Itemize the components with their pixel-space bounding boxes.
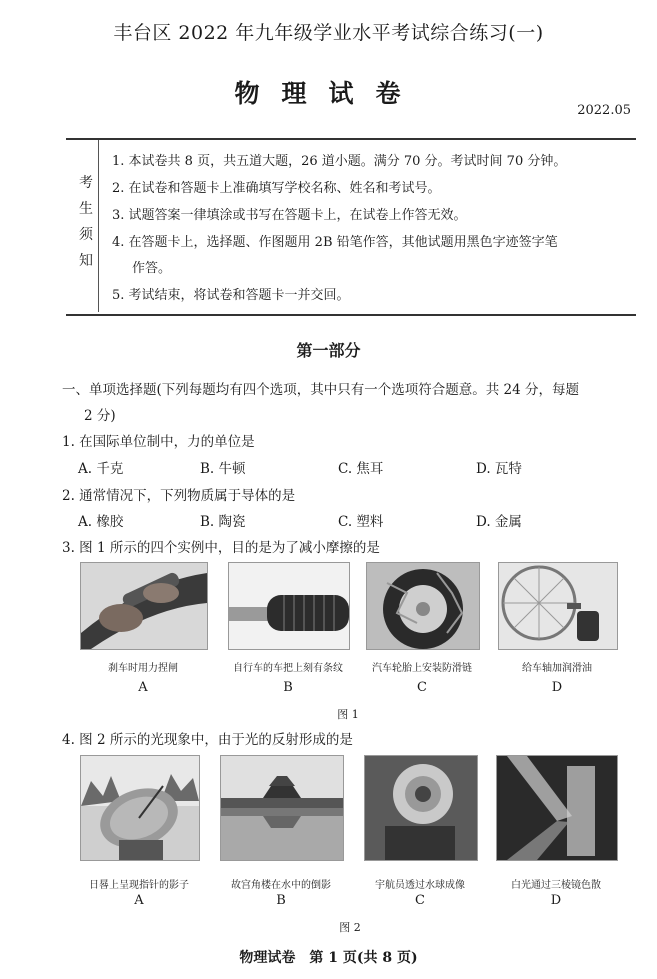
notice-label-char: 考 [79,175,93,191]
page-footer: 物理试卷 第 1 页(共 8 页) [239,950,418,966]
figure-2-letter-d: D [550,893,562,908]
exam-date: 2022.05 [577,103,631,118]
figure-2-caption-b: 故宫角楼在水中的倒影 [231,880,331,891]
figure-1-letter-b: B [283,680,293,695]
notice-item: 4. 在答题卡上，选择题、作图题用 2B 铅笔作答，其他试题用黑色字迹签字笔 [112,235,558,250]
subject-title: 物理试卷 [234,79,423,108]
figure-1-photo-a-brake [80,562,208,650]
figure-1-letter-a: A [138,680,148,695]
question-3-stem: 3. 图 1 所示的四个实例中，目的是为了减小摩擦的是 [62,540,380,556]
figure-1-photo-d-oil-axle [498,562,618,650]
section-heading-cont: 2 分) [84,408,116,424]
figure-2-caption-a: 日晷上呈现指针的影子 [89,880,189,891]
notice-item: 1. 本试卷共 8 页，共五道大题，26 道小题。满分 70 分。考试时间 70 分钟。 [112,154,567,169]
figure-2-letter-a: A [134,893,144,908]
question-1-stem: 1. 在国际单位制中，力的单位是 [62,434,255,450]
figure-2-letter-c: C [415,893,425,908]
figure-2-photo-b-corner-tower [220,755,344,861]
figure-1-caption-a: 刹车时用力捏闸 [108,663,178,674]
figure-1-caption-d: 给车轴加润滑油 [522,663,592,674]
figure-2-photo-c-water-ball [364,755,478,861]
q2-option-b: B. 陶瓷 [200,514,246,530]
notice-label-char: 知 [79,253,93,269]
notice-label-char: 生 [79,201,93,217]
notice-label-char: 须 [79,227,93,243]
figure-1-label: 图 1 [337,708,359,721]
part-title: 第一部分 [296,341,361,360]
figure-2-letter-b: B [276,893,286,908]
figure-1-letter-c: C [417,680,427,695]
q2-option-d: D. 金属 [476,514,522,530]
q1-option-b: B. 牛顿 [200,461,246,477]
q2-option-a: A. 橡胶 [78,514,124,530]
figure-2-photo-d-prism [496,755,618,861]
figure-2-photo-a-sundial [80,755,200,861]
figure-2-caption-d: 白光通过三棱镜色散 [511,880,601,891]
q2-option-c: C. 塑料 [338,514,384,530]
notice-item: 2. 在试卷和答题卡上准确填写学校名称、姓名和考试号。 [112,181,441,196]
figure-1-photo-b-handlebar [228,562,350,650]
q1-option-c: C. 焦耳 [338,461,384,477]
notice-item-continued: 作答。 [132,261,172,276]
notice-label [74,170,98,274]
notice-divider [98,140,99,312]
figure-2-caption-c: 宇航员透过水球成像 [375,880,465,891]
notice-item: 3. 试题答案一律填涂或书写在答题卡上，在试卷上作答无效。 [112,208,467,223]
question-2-stem: 2. 通常情况下，下列物质属于导体的是 [62,488,296,504]
section-heading: 一、单项选择题(下列每题均有四个选项，其中只有一个选项符合题意。共 24 分，每题 [62,382,580,398]
notice-item: 5. 考试结束，将试卷和答题卡一并交回。 [112,288,350,303]
exam-title: 丰台区 2022 年九年级学业水平考试综合练习(一) [113,22,544,44]
figure-1-photo-c-tire-chain [366,562,480,650]
figure-2-label: 图 2 [339,921,361,934]
question-4-stem: 4. 图 2 所示的光现象中，由于光的反射形成的是 [62,732,353,748]
figure-1-caption-c: 汽车轮胎上安装防滑链 [372,663,472,674]
figure-1-letter-d: D [551,680,563,695]
figure-1-caption-b: 自行车的车把上刻有条纹 [233,663,343,674]
q1-option-a: A. 千克 [78,461,124,477]
q1-option-d: D. 瓦特 [476,461,522,477]
